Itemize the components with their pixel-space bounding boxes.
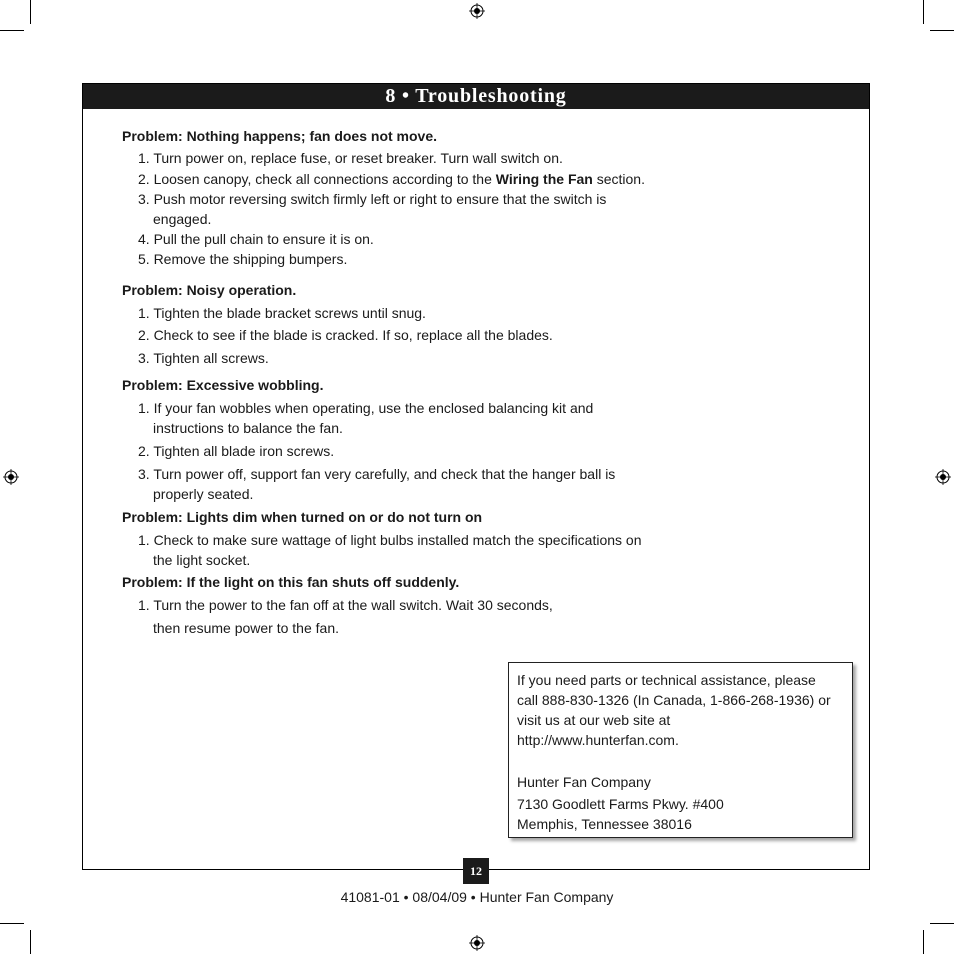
crop-mark <box>923 0 924 24</box>
contact-text: visit us at our web site at <box>517 712 671 728</box>
company-name: Hunter Fan Company <box>517 774 651 790</box>
registration-mark-icon <box>935 469 951 485</box>
company-address: 7130 Goodlett Farms Pkwy. #400 <box>517 796 724 812</box>
crop-mark <box>930 30 954 31</box>
list-item: 1. Turn power on, replace fuse, or reset breaker. Turn wall switch on. <box>138 150 563 166</box>
problem-heading: Problem: Lights dim when turned on or do not turn on <box>122 509 483 525</box>
list-item-continuation: engaged. <box>153 211 212 227</box>
list-item: 1. Check to make sure wattage of light bulbs installed match the specifications on <box>138 532 642 548</box>
list-item: 1. If your fan wobbles when operating, use the enclosed balancing kit and <box>138 400 594 416</box>
list-item: 3. Turn power off, support fan very carefully, and check that the hanger ball is <box>138 466 616 482</box>
list-item: 3. Push motor reversing switch firmly left or right to ensure that the switch is <box>138 191 607 207</box>
list-item: 3. Tighten all screws. <box>138 350 269 366</box>
list-item: 2. Tighten all blade iron screws. <box>138 443 335 459</box>
crop-mark <box>923 930 924 954</box>
registration-mark-icon <box>469 3 485 19</box>
crop-mark <box>30 0 31 24</box>
company-city: Memphis, Tennessee 38016 <box>517 816 692 832</box>
problem-heading: Problem: Noisy operation. <box>122 282 297 298</box>
crop-mark <box>30 930 31 954</box>
list-item-continuation: then resume power to the fan. <box>153 620 339 636</box>
page-number: 12 <box>463 858 489 884</box>
crop-mark <box>0 30 24 31</box>
problem-heading: Problem: Nothing happens; fan does not move. <box>122 128 438 144</box>
list-item: 1. Tighten the blade bracket screws until snug. <box>138 305 426 321</box>
crop-mark <box>0 923 24 924</box>
list-item: 1. Turn the power to the fan off at the wall switch. Wait 30 seconds, <box>138 597 553 613</box>
list-item: 2. Loosen canopy, check all connections according to the Wiring the Fan section. <box>138 171 645 187</box>
registration-mark-icon <box>469 935 485 951</box>
footer-text: 41081-01 • 08/04/09 • Hunter Fan Company <box>340 889 614 905</box>
list-item: 5. Remove the shipping bumpers. <box>138 251 348 267</box>
problem-heading: Problem: Excessive wobbling. <box>122 377 324 393</box>
crop-mark <box>930 923 954 924</box>
problem-heading: Problem: If the light on this fan shuts off suddenly. <box>122 574 460 590</box>
website-link[interactable]: http://www.hunterfan.com. <box>517 732 679 748</box>
contact-text: call 888-830-1326 (In Canada, 1-866-268-1936) or <box>517 692 831 708</box>
list-item: 2. Check to see if the blade is cracked. If so, replace all the blades. <box>138 327 553 343</box>
registration-mark-icon <box>3 469 19 485</box>
list-item-continuation: the light socket. <box>153 552 251 568</box>
section-title: 8 • Troubleshooting <box>83 84 869 109</box>
list-item-continuation: instructions to balance the fan. <box>153 420 343 436</box>
list-item: 4. Pull the pull chain to ensure it is on. <box>138 231 374 247</box>
contact-text: If you need parts or technical assistance, please <box>517 672 816 688</box>
contact-info-box <box>508 662 853 838</box>
list-item-continuation: properly seated. <box>153 486 254 502</box>
